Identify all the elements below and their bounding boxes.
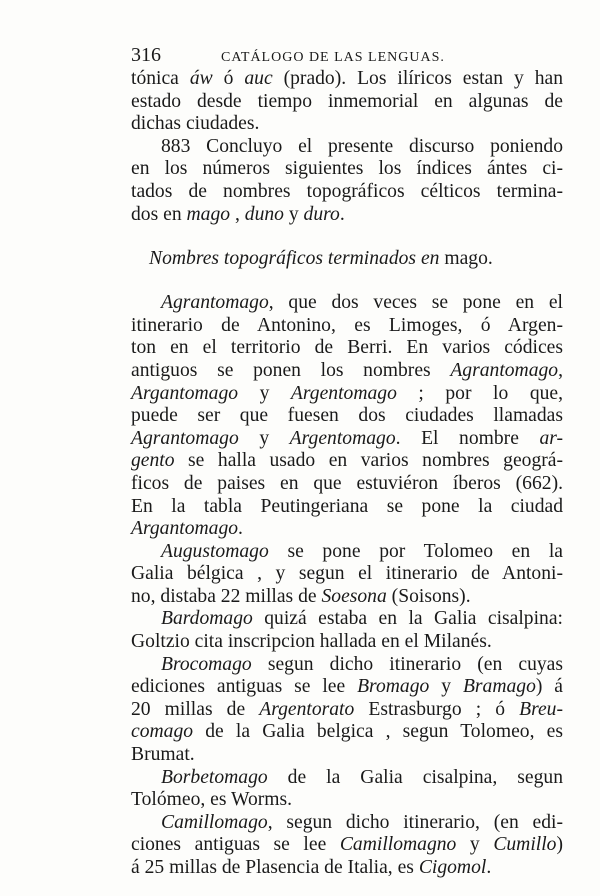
text-line: comago de la Galia belgica , segun Tolomeo, es (131, 721, 563, 743)
text-line: Goltzio cita inscripcion hallada en el Milanés. (131, 631, 492, 653)
section-heading-italic: Nombres topográficos terminados en (149, 248, 445, 270)
text-line: dos en mago , duno y duro. (131, 203, 345, 225)
text-line: Argantomago. (131, 518, 243, 540)
text-line: Augustomago se pone por Tolomeo en la (161, 540, 563, 562)
text-line: Bardomago quizá estaba en la Galia cisalpina: (161, 608, 563, 630)
running-title: CATÁLOGO DE LAS LENGUAS. (221, 50, 445, 65)
text-line: á 25 millas de Plasencia de Italia, es Cigomol. (131, 857, 492, 878)
text-block-intro (131, 68, 563, 226)
text-line: Tolómeo, es Worms. (131, 789, 293, 811)
text-line: Argantomago y Argentomago ; por lo que, (131, 382, 564, 404)
running-header (131, 44, 563, 68)
text-line: tados de nombres topográficos célticos termina- (131, 180, 563, 202)
text-line: Camillomago, segun dicho itinerario, (en edi- (161, 811, 563, 833)
text-line: ficos de paises en que estuviéron íberos (662). (131, 472, 563, 494)
text-line: 20 millas de Argentorato Estrasburgo ; ó Breu- (131, 698, 563, 720)
text-line: 883 Concluyo el presente discurso poniendo (161, 135, 563, 157)
text-line: gento se halla usado en varios nombres geográ- (131, 450, 563, 472)
text-line: puede ser que fuesen dos ciudades llamadas (131, 405, 563, 427)
text-block-entries (131, 292, 563, 879)
text-line: Agrantomago, que dos veces se pone en el (161, 292, 563, 314)
section-heading-roman: mago. (444, 248, 493, 270)
text-line: Agrantomago y Argentomago. El nombre ar- (131, 427, 564, 449)
text-line: ediciones antiguas se lee Bromago y Bramago) á (131, 676, 564, 698)
book-page (131, 44, 563, 880)
text-line: itinerario de Antonino, es Limoges, ó Argen- (131, 314, 563, 336)
text-line: Galia bélgica , y segun el itinerario de Antoni- (131, 563, 563, 585)
text-line: Brocomago segun dicho itinerario (en cuyas (161, 653, 563, 675)
text-line: tónica áw ó auc (prado). Los ilíricos estan y han (131, 68, 563, 89)
text-line: dichas ciudades. (131, 113, 260, 135)
section-heading (131, 248, 563, 272)
text-line: estado desde tiempo inmemorial en algunas de (131, 90, 563, 112)
text-line: En la tabla Peutingeriana se pone la ciudad (131, 495, 563, 517)
text-line: ciones antiguas se lee Camillomagno y Cumillo) (131, 834, 563, 856)
text-line: Borbetomago de la Galia cisalpina, segun (161, 766, 563, 788)
page-number: 316 (131, 44, 161, 66)
text-line: ton en el territorio de Berri. En varios códices (131, 337, 563, 359)
text-line: antiguos se ponen los nombres Agrantomago, (131, 359, 563, 381)
text-line: en los números siguientes los índices ántes ci- (131, 158, 563, 180)
text-line: Brumat. (131, 744, 195, 766)
text-line: no, distaba 22 millas de Soesona (Soisons). (131, 585, 471, 607)
